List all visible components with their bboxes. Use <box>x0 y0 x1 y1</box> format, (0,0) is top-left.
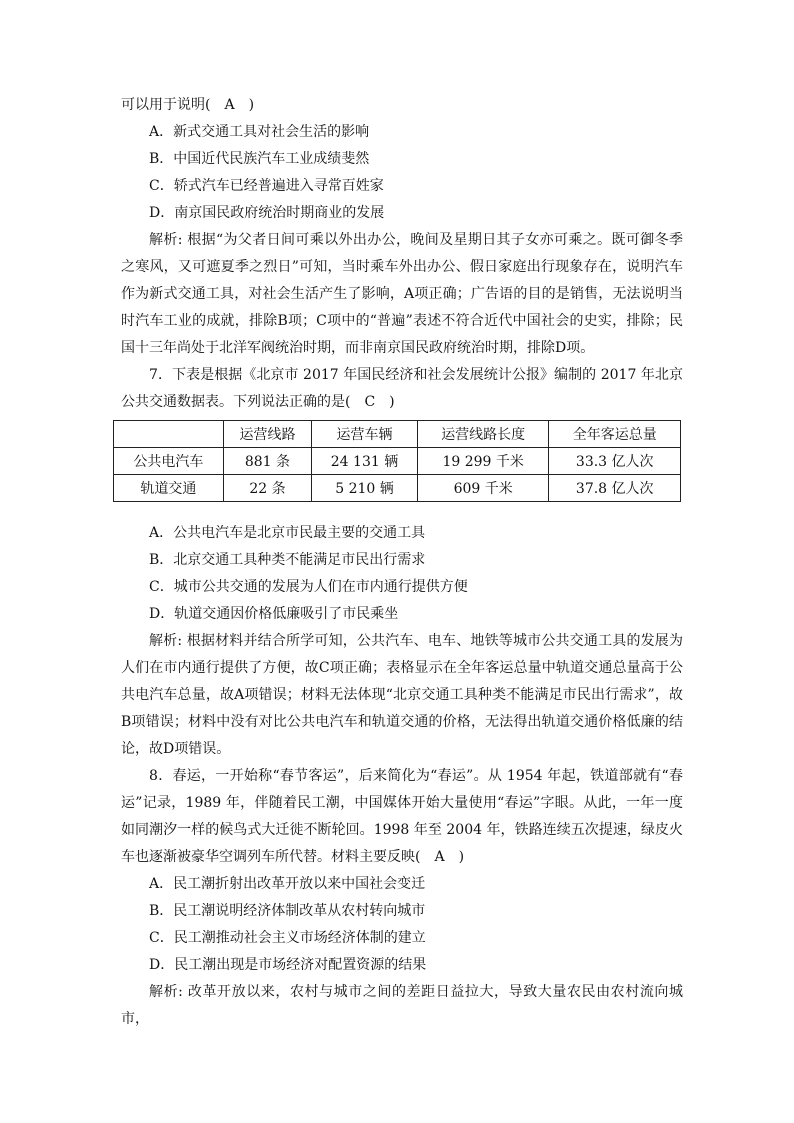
table-cell: 37.8 亿人次 <box>549 475 681 502</box>
q6-option-b: B．中国近代民族汽车工业成绩斐然 <box>149 151 370 167</box>
table-header-cell <box>114 421 224 448</box>
q7-option-d: D．轨道交通因价格低廉吸引了市民乘坐 <box>149 606 399 622</box>
table-cell: 19 299 千米 <box>417 448 549 475</box>
table-cell: 公共电汽车 <box>114 448 224 475</box>
q8-option-d: D．民工潮出现是市场经济对配置资源的结果 <box>149 957 427 973</box>
q8-stem: 8．春运，一开始称“春节客运”，后来简化为“春运”。从 1954 年起，铁道部就有“春运”记录，1989 年，伴随着民工潮，中国媒体开始大量使用“春运”字眼。从此，一年一度如同潮汐一样的候鸟式大迁徙不断轮回。1998 年至 2004 年，铁路连续五次提速，绿皮火车也逐渐被豪华空调列车所代替。材料主要反映( A ) <box>121 768 683 865</box>
table-cell: 5 210 辆 <box>312 475 418 502</box>
table-header-cell: 运营线路 <box>223 421 311 448</box>
table-header-cell: 运营线路长度 <box>417 421 549 448</box>
q8-analysis: 解析: 改革开放以来，农村与城市之间的差距日益拉大，导致大量农民由农村流向城市， <box>121 984 683 1027</box>
table-header-row <box>114 421 681 448</box>
table-header-cell: 全年客运总量 <box>549 421 681 448</box>
q8-option-a: A．民工潮折射出改革开放以来中国社会变迁 <box>149 876 426 892</box>
table-cell: 24 131 辆 <box>312 448 418 475</box>
table-spacer <box>121 502 683 520</box>
table-cell: 881 条 <box>223 448 311 475</box>
table-row <box>114 475 681 502</box>
q6-option-a: A．新式交通工具对社会生活的影响 <box>149 124 370 140</box>
q8-option-b: B．民工潮说明经济体制改革从农村转向城市 <box>149 903 426 919</box>
q6-analysis: 解析: 根据“为父者日间可乘以外出办公，晚间及星期日其子女亦可乘之。既可御冬季之寒风，又可遮夏季之烈日”可知，当时乘车外出办公、假日家庭出行现象存在，说明汽车作为新式交通工具，对社会生活产生了影响，A项正确；广告语的目的是销售，无法说明当时汽车工业的成就，排除B项；C项中的“普遍”表述不符合近代中国社会的史实，排除；民国十三年尚处于北洋军阀统治时期，而非南京国民政府统治时期，排除D项。 <box>121 232 683 356</box>
q7-stem: 7．下表是根据《北京市 2017 年国民经济和社会发展统计公报》编制的 2017 年北京公共交通数据表。下列说法正确的是( C ) <box>121 367 683 410</box>
table-cell: 轨道交通 <box>114 475 224 502</box>
transit-data-table <box>113 420 681 502</box>
q7-option-a: A．公共电汽车是北京市民最主要的交通工具 <box>149 525 426 541</box>
table-cell: 22 条 <box>223 475 311 502</box>
table-header-cell: 运营车辆 <box>312 421 418 448</box>
q6-option-d: D．南京国民政府统治时期商业的发展 <box>149 205 385 221</box>
table-cell: 33.3 亿人次 <box>549 448 681 475</box>
q7-option-c: C．城市公共交通的发展为人们在市内通行提供方便 <box>149 579 468 595</box>
q7-option-b: B．北京交通工具种类不能满足市民出行需求 <box>149 552 426 568</box>
document-content <box>121 92 683 1033</box>
q6-option-c: C．轿式汽车已经普遍进入寻常百姓家 <box>149 178 384 194</box>
q8-option-c: C．民工潮推动社会主义市场经济体制的建立 <box>149 930 426 946</box>
q7-analysis: 解析: 根据材料并结合所学可知，公共汽车、电车、地铁等城市公共交通工具的发展为人们在市内通行提供了方便，故C项正确；表格显示在全年客运总量中轨道交通总量高于公共电汽车总量，故A项错误；材料无法体现“北京交通工具种类不能满足市民出行需求”，故B项错误；材料中没有对比公共电汽车和轨道交通的价格，无法得出轨道交通价格低廉的结论，故D项错误。 <box>121 633 683 757</box>
q6-stem-tail: 可以用于说明( A ) <box>121 97 255 113</box>
table-cell: 609 千米 <box>417 475 549 502</box>
table-row <box>114 448 681 475</box>
